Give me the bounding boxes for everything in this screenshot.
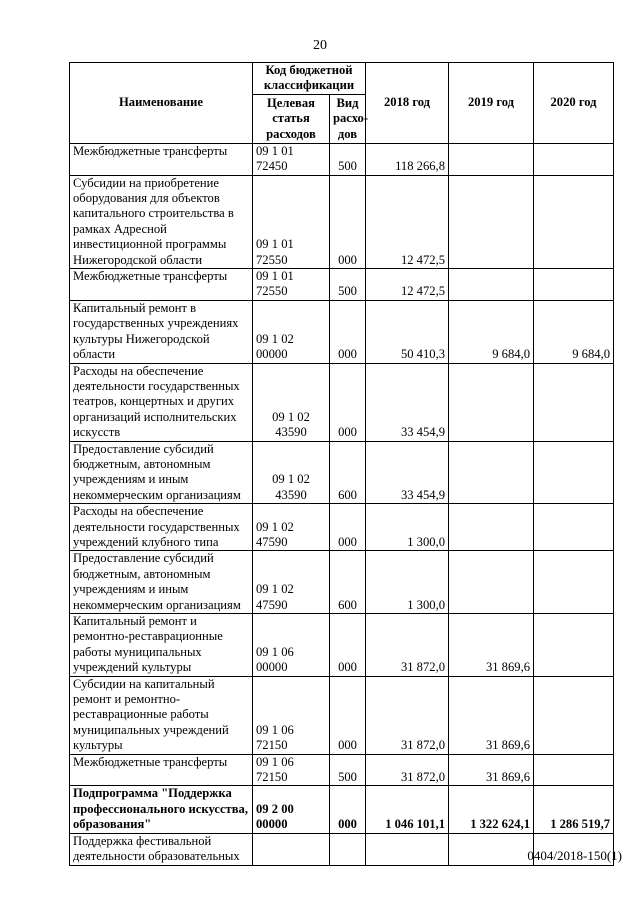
table-row [70, 175, 614, 268]
row-target-code: 09 1 02 47590 [253, 551, 330, 614]
table-row [70, 300, 614, 363]
row-expense-kind: 600 [330, 441, 366, 504]
row-target-code: 09 1 02 43590 [253, 363, 330, 441]
row-name: Поддержка фестивальной деятельности образовательных [70, 833, 253, 865]
page-number: 20 [313, 38, 327, 53]
row-target-code [253, 833, 330, 865]
row-value-2018: 1 300,0 [366, 551, 449, 614]
row-name: Капитальный ремонт в государственных учреждениях культуры Нижегородской области [70, 300, 253, 363]
row-name: Межбюджетные трансферты [70, 143, 253, 175]
row-value-2018: 12 472,5 [366, 175, 449, 268]
row-value-2020 [534, 143, 614, 175]
row-value-2019: 1 322 624,1 [449, 786, 534, 833]
row-value-2020 [534, 551, 614, 614]
row-value-2020 [534, 363, 614, 441]
row-value-2019: 9 684,0 [449, 300, 534, 363]
row-target-code: 09 1 06 72150 [253, 754, 330, 786]
header-2018: 2018 год [366, 63, 449, 144]
row-value-2018: 31 872,0 [366, 614, 449, 677]
row-name: Подпрограмма "Поддержка профессионального искусства, образования" [70, 786, 253, 833]
row-value-2018: 33 454,9 [366, 363, 449, 441]
row-value-2019 [449, 363, 534, 441]
row-value-2020 [534, 269, 614, 301]
row-expense-kind: 000 [330, 175, 366, 268]
row-expense-kind: 500 [330, 754, 366, 786]
row-value-2018: 1 046 101,1 [366, 786, 449, 833]
row-expense-kind: 000 [330, 363, 366, 441]
budget-table [69, 62, 614, 866]
row-value-2019: 31 869,6 [449, 676, 534, 754]
header-target-article: Целевая статья расходов [253, 94, 330, 143]
row-value-2019 [449, 833, 534, 865]
header-name: Наименование [70, 63, 253, 144]
row-target-code: 09 1 01 72550 [253, 175, 330, 268]
row-name: Предоставление субсидий бюджетным, автономным учреждениям и иным некоммерческим организациям [70, 551, 253, 614]
row-target-code: 09 1 02 00000 [253, 300, 330, 363]
row-value-2018: 33 454,9 [366, 441, 449, 504]
row-expense-kind: 500 [330, 269, 366, 301]
row-expense-kind: 000 [330, 614, 366, 677]
row-value-2019 [449, 175, 534, 268]
row-value-2020 [534, 504, 614, 551]
row-name: Межбюджетные трансферты [70, 269, 253, 301]
row-value-2020 [534, 614, 614, 677]
table-row [70, 754, 614, 786]
row-value-2020 [534, 441, 614, 504]
table-row [70, 363, 614, 441]
row-value-2018: 50 410,3 [366, 300, 449, 363]
row-value-2018: 1 300,0 [366, 504, 449, 551]
row-value-2019: 31 869,6 [449, 754, 534, 786]
table-row [70, 143, 614, 175]
row-name: Субсидии на капитальный ремонт и ремонтно-реставрационные работы муниципальных учреждений культуры [70, 676, 253, 754]
row-value-2018: 31 872,0 [366, 676, 449, 754]
table-row [70, 614, 614, 677]
row-value-2019 [449, 551, 534, 614]
header-2019: 2019 год [449, 63, 534, 144]
header-expense-kind: Вид расхо-дов [330, 94, 366, 143]
table-row [70, 504, 614, 551]
row-value-2019 [449, 504, 534, 551]
header-row-1 [70, 63, 614, 95]
row-value-2019 [449, 441, 534, 504]
row-target-code: 09 1 06 00000 [253, 614, 330, 677]
row-value-2019 [449, 143, 534, 175]
row-name: Расходы на обеспечение деятельности государственных театров, концертных и других организаций исполнительских искусств [70, 363, 253, 441]
row-value-2018: 118 266,8 [366, 143, 449, 175]
header-2020: 2020 год [534, 63, 614, 144]
header-code-group: Код бюджетной классификации [253, 63, 366, 95]
row-name: Капитальный ремонт и ремонтно-реставрационные работы муниципальных учреждений культуры [70, 614, 253, 677]
row-name: Субсидии на приобретение оборудования для объектов капитального строительства в рамках Адресной инвестиционной программы Нижегородской области [70, 175, 253, 268]
row-expense-kind: 600 [330, 551, 366, 614]
row-value-2019 [449, 269, 534, 301]
row-target-code: 09 1 02 43590 [253, 441, 330, 504]
row-value-2018: 31 872,0 [366, 754, 449, 786]
row-value-2020: 9 684,0 [534, 300, 614, 363]
row-expense-kind [330, 833, 366, 865]
row-expense-kind: 000 [330, 504, 366, 551]
row-expense-kind: 000 [330, 676, 366, 754]
row-name: Расходы на обеспечение деятельности государственных учреждений клубного типа [70, 504, 253, 551]
table-row [70, 269, 614, 301]
row-target-code: 09 1 01 72550 [253, 269, 330, 301]
row-value-2018 [366, 833, 449, 865]
row-expense-kind: 500 [330, 143, 366, 175]
row-name: Предоставление субсидий бюджетным, автономным учреждениям и иным некоммерческим организациям [70, 441, 253, 504]
row-value-2018: 12 472,5 [366, 269, 449, 301]
table-row [70, 441, 614, 504]
row-value-2020: 1 286 519,7 [534, 786, 614, 833]
table-row [70, 786, 614, 833]
row-expense-kind: 000 [330, 300, 366, 363]
row-value-2020 [534, 175, 614, 268]
table-row [70, 551, 614, 614]
document-code: 0404/2018-150(1) [527, 848, 622, 863]
row-expense-kind: 000 [330, 786, 366, 833]
row-name: Межбюджетные трансферты [70, 754, 253, 786]
row-value-2020 [534, 676, 614, 754]
row-value-2020 [534, 754, 614, 786]
row-target-code: 09 1 01 72450 [253, 143, 330, 175]
row-target-code: 09 2 00 00000 [253, 786, 330, 833]
row-target-code: 09 1 02 47590 [253, 504, 330, 551]
row-value-2019: 31 869,6 [449, 614, 534, 677]
table-row [70, 676, 614, 754]
row-target-code: 09 1 06 72150 [253, 676, 330, 754]
